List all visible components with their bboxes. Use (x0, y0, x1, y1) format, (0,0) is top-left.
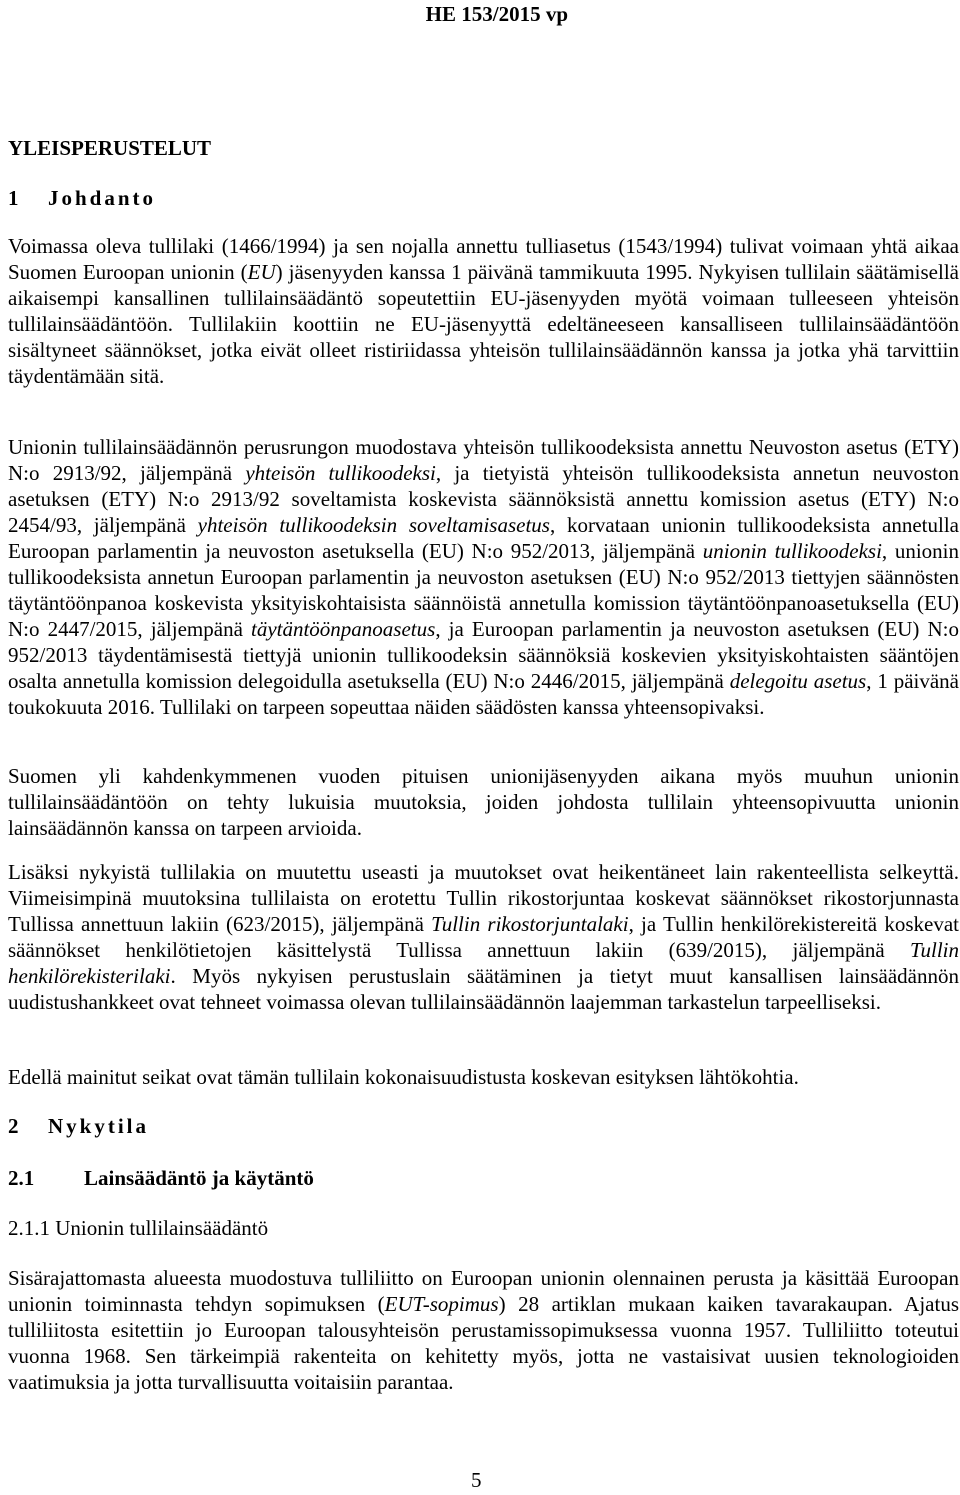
italic-term: delegoitu asetus (729, 669, 867, 693)
text-run: Suomen yli kahdenkymmenen vuoden pituisen unionijäsenyyden aikana myös muuhun unionin tullilainsäädäntöön on tehty lukuisia muutoksia, joiden johdosta tullilain yhteensopivuutta unionin lainsäädännön kanssa on tarpeen arvioida. (8, 764, 959, 840)
section-2-1-heading (8, 1166, 314, 1191)
italic-term: yhteisön tullikoodeksi (245, 461, 436, 485)
text-run: Edellä mainitut seikat ovat tämän tullilain kokonaisuudistusta koskevan esityksen lähtökohtia. (8, 1065, 799, 1089)
text-run: Voimassa oleva tullilaki (1466/1994) ja sen nojalla annettu tulliasetus (1543/1994) tulivat voimaan yhtä aikaa Suomen Euroopan unionin ( (8, 234, 959, 284)
section-number: 2 (8, 1114, 19, 1138)
text-run: , ja tietyistä yhteisön tullikoodeksista annetun neuvoston asetuksen (ETY) N:o 2913/92 soveltamista koskevista säännöksistä annettu komission asetus (ETY) N:o 2454/93, jäljempänä (8, 461, 959, 537)
section-2-heading (8, 1114, 149, 1139)
italic-term: unionin tullikoodeksi (702, 539, 882, 563)
section-title: Lainsäädäntö ja käytäntö (84, 1166, 314, 1190)
intro-paragraph-4 (8, 859, 959, 1015)
text-run: , ja Euroopan parlamentin ja neuvoston asetuksen (EU) N:o 952/2013 täydentämisestä tiettyjä unionin tullikoodeksin säännöksiä koskevien yksityiskohtaisten sääntöjen osalta annetulla komission delegoidulla asetuksella (EU) N:o 2446/2015, jäljempänä (8, 617, 959, 693)
customs-union-paragraph (8, 1265, 959, 1395)
section-title: Nykytila (48, 1114, 150, 1138)
italic-term: Tullin henkilörekisterilaki (8, 938, 959, 988)
section-title: Johdanto (48, 186, 157, 210)
text-run: Unionin tullilainsäädännön perusrungon muodostava yhteisön tullikoodeksista annettu Neuvoston asetus (ETY) N:o 2913/92, jäljempänä (8, 435, 959, 485)
intro-paragraph-3 (8, 763, 959, 841)
text-run: , unionin tullikoodeksista annetun Euroopan parlamentin ja neuvoston asetuksen (EU) N:o 952/2013 tiettyjen säännösten täytäntöönpanoa koskevista yksityiskohtaisista säännöistä annetulla komission täytäntöönpanoasetuksella (EU) N:o 2447/2015, jäljempänä (8, 539, 960, 641)
document-id-header: HE 153/2015 vp (425, 2, 568, 26)
section-number: 2.1 (8, 1166, 35, 1190)
main-title: YLEISPERUSTELUT (8, 136, 212, 160)
text-run: ) jäsenyyden kanssa 1 päivänä tammikuuta 1995. Nykyisen tullilain säätämisellä aikaisempi kansallinen tullilainsäädäntö sopeutettiin EU-jäsenyyden myötä voimaan tulleeseen yhteisön tullilainsäädäntöön. Tullilakiin koottiin ne EU-jäsenyyttä edeltäneeseen kansalliseen tullilainsäädäntöön sisältyneet säännökset, jotka eivät olleet ristiriidassa yhteisön tullilainsäädännön kanssa ja jotka yhä tarvittiin täydentämään sitä. (8, 260, 959, 388)
text-run: Sisärajattomasta alueesta muodostuva tulliliitto on Euroopan unionin olennainen perusta ja käsittää Euroopan unionin toiminnasta tehdyn sopimuksen ( (8, 1266, 959, 1316)
page-number: 5 (471, 1468, 482, 1492)
text-run: ) 28 artiklan mukaan kaiken tavarakaupan. Ajatus tulliliitosta esitettiin jo Euroopan talousyhteisön perustamissopimuksessa vuonna 1957. Tulliliitto toteutui vuonna 1968. Sen tärkeimpiä rakenteita on kehitetty myös, jotta ne vastaisivat uusien teknologioiden vaatimuksia ja jotta turvallisuutta voitaisiin parantaa. (8, 1292, 960, 1394)
italic-term: yhteisön tullikoodeksin soveltamisasetus (197, 513, 550, 537)
text-run: Lisäksi nykyistä tullilakia on muutettu useasti ja muutokset ovat heikentäneet lain rakenteellista selkeyttä. Viimeisimpinä muutoksina tullilaista on erotettu Tullin rikostorjuntaa koskevat säännökset rikostorjunnasta Tullissa annettuun lakiin (623/2015), jäljempänä (8, 860, 959, 936)
intro-paragraph-1 (8, 233, 959, 389)
intro-paragraph-2 (8, 434, 959, 720)
text-run: , ja Tullin henkilörekistereitä koskevat säännökset henkilötietojen käsittelystä Tullissa annettuun lakiin (639/2015), jäljempänä (8, 912, 959, 962)
section-1-heading (8, 186, 156, 211)
text-run: , korvataan unionin tullikoodeksista annetulla Euroopan parlamentin ja neuvoston asetuksella (EU) N:o 952/2013, jäljempänä (8, 513, 959, 563)
section-number: 1 (8, 186, 19, 210)
intro-paragraph-5 (8, 1064, 959, 1090)
italic-term: täytäntöönpanoasetus (250, 617, 436, 641)
text-run: . Myös nykyisen perustuslain säätäminen ja tietyt muut kansallisen lainsäädännön uudistushankkeet ovat tehneet voimassa olevan tullilainsäädännön laajemman tarkastelun tarpeelliseksi. (8, 964, 959, 1014)
italic-term: EUT-sopimus (384, 1292, 499, 1316)
italic-term: EU (247, 260, 276, 284)
text-run: , 1 päivänä toukokuuta 2016. Tullilaki on tarpeen sopeuttaa näiden säädösten kanssa yhteensopivaksi. (8, 669, 959, 719)
italic-term: Tullin rikostorjuntalaki (431, 912, 629, 936)
section-2-1-1-heading: 2.1.1 Unionin tullilainsäädäntö (8, 1216, 269, 1240)
